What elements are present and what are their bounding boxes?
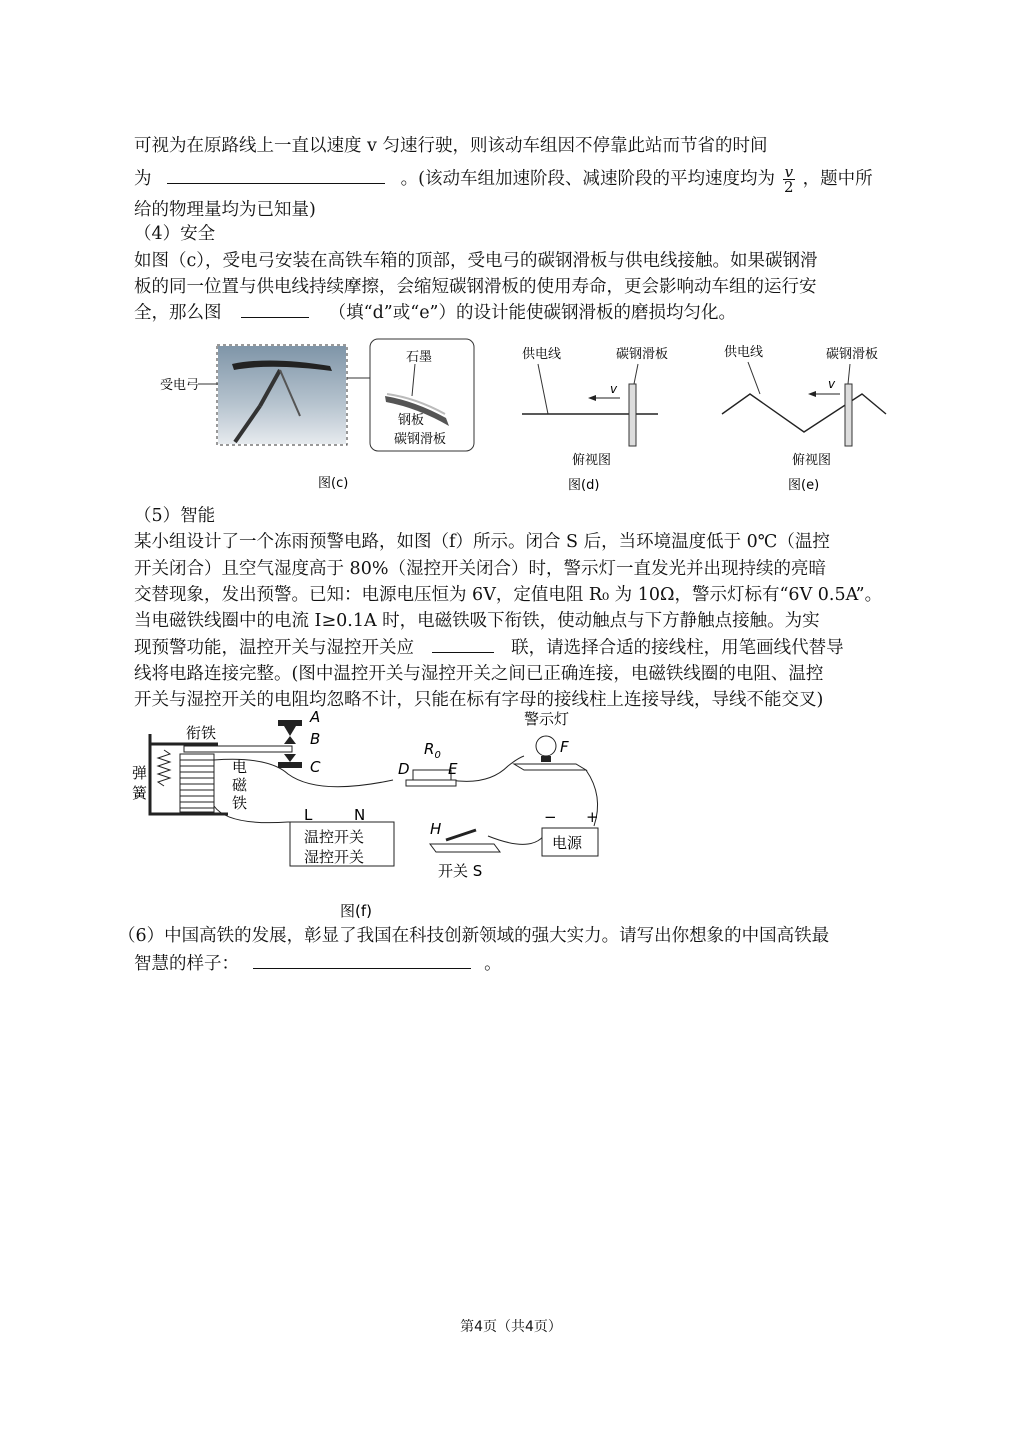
slider-leader-d: [634, 364, 638, 384]
q4-line3-post: （填“d”或“e”）的设计能使碳钢滑板的磨损均匀化。: [328, 303, 736, 323]
label-graphite: 石墨: [406, 350, 433, 365]
switch-lever[interactable]: [446, 830, 476, 840]
q5-line6: 线将电路连接完整。(图中温控开关与湿控开关之间已正确连接，电磁铁线圈的电阻、温控: [134, 664, 824, 684]
figure-d: [508, 338, 688, 498]
q4-line1: 如图（c），受电弓安装在高铁车箱的顶部，受电弓的碳钢滑板与供电线接触。如果碳钢滑: [134, 251, 818, 271]
terminal-D[interactable]: D: [398, 760, 410, 778]
q3-line3: 给的物理量均为已知量): [134, 200, 316, 220]
label-R0-main: R: [424, 740, 435, 758]
q5-line4: 当电磁铁线圈中的电流 I≥0.1A 时，电磁铁吸下衔铁，使动触点与下方静触点接触。为实: [134, 611, 820, 631]
figure-f: [128, 706, 618, 926]
label-R0: [424, 740, 441, 761]
q3-line2: [134, 163, 914, 195]
label-spring-1: 弹: [132, 764, 148, 782]
label-slider-d: 碳钢滑板: [616, 347, 669, 362]
figure-c: [150, 336, 490, 496]
resistor-base: [406, 780, 456, 786]
q5-line5-pre: 现预警功能，温控开关与湿控开关应: [134, 638, 414, 658]
terminal-minus[interactable]: −: [544, 808, 557, 826]
q3-line2-tail: ，题中所: [802, 169, 873, 189]
carbon-slider-d: [629, 384, 636, 446]
caption-f: 图(f): [340, 902, 372, 920]
label-slider-e: 碳钢滑板: [826, 347, 879, 362]
contact-A-bar: [278, 720, 302, 726]
label-power: 电源: [552, 834, 583, 852]
contact-C-bar: [278, 762, 302, 768]
armature-bar: [184, 746, 292, 752]
q6-line2-post: 。: [484, 954, 502, 974]
wire-leader-d: [538, 364, 548, 414]
terminal-C[interactable]: C: [310, 758, 321, 776]
label-switch-S: 开关 S: [438, 862, 483, 880]
wire-coil-to-L: [214, 806, 313, 823]
label-electromagnet-1: 电: [232, 758, 248, 776]
supply-wire-zigzag: [722, 394, 886, 432]
arrowhead-e: [808, 391, 816, 397]
label-electromagnet-2: 磁: [232, 776, 248, 794]
q4-heading: （4）安全: [134, 224, 216, 244]
terminal-L[interactable]: L: [304, 806, 313, 824]
wire-leader-e: [748, 362, 760, 394]
fraction-denominator: 2: [784, 178, 794, 196]
caption-d: 图(d): [568, 478, 600, 493]
terminal-A[interactable]: A: [310, 708, 321, 726]
view-label-d: 俯视图: [572, 453, 612, 468]
label-slider: 碳钢滑板: [394, 432, 447, 447]
contact-B-lower: [284, 754, 296, 762]
pantograph-photo: [218, 346, 346, 444]
q4-line3-pre: 全，那么图: [134, 303, 222, 323]
q5-line3: 交替现象，发出预警。已知：电源电压恒为 6V，定值电阻 R₀ 为 10Ω，警示灯标有“6V 0.5A”。: [134, 585, 883, 605]
q6-line1: （6）中国高铁的发展，彰显了我国在科技创新领域的强大实力。请写出你想象的中国高铁最: [118, 926, 830, 946]
fraction-numerator: v: [784, 163, 794, 181]
spring: [158, 750, 170, 786]
label-armature: 衔铁: [186, 724, 217, 742]
terminal-N[interactable]: N: [354, 806, 366, 824]
answer-blank-time[interactable]: [167, 163, 385, 184]
q5-line2: 开关闭合）且空气湿度高于 80%（湿控开关闭合）时，警示灯一直发光并出现持续的亮暗: [134, 559, 826, 579]
terminal-F[interactable]: F: [560, 738, 569, 756]
label-wire-d: 供电线: [522, 347, 562, 362]
answer-blank-imagination[interactable]: [253, 948, 471, 969]
q4-line3: [134, 297, 914, 329]
label-R0-sub: 0: [434, 750, 441, 761]
caption-e: 图(e): [788, 478, 820, 493]
q6-line2-pre: 智慧的样子：: [134, 954, 239, 974]
terminal-B[interactable]: B: [310, 730, 321, 748]
answer-blank-connection[interactable]: [432, 632, 494, 653]
q3-line2-pre: 为: [134, 169, 152, 189]
label-spring-2: 簧: [132, 784, 148, 802]
q5-line7: 开关与湿控开关的电阻均忽略不计，只能在标有字母的接线柱上连接导线，导线不能交叉): [134, 690, 824, 710]
lamp-base: [514, 764, 586, 770]
label-humidity-switch: 湿控开关: [304, 848, 365, 866]
q5-heading: （5）智能: [134, 506, 216, 526]
wire-R0-to-lamp: [450, 756, 524, 781]
fraction-v-over-2: [783, 165, 795, 194]
page-footer: 第4页（共4页）: [460, 1319, 562, 1335]
label-v-e: v: [828, 377, 836, 391]
figure-e: [712, 338, 902, 498]
q6-line2: [134, 948, 914, 980]
resistor-R0: [413, 770, 451, 780]
label-temp-switch: 温控开关: [304, 828, 365, 846]
contact-B-upper: [284, 736, 296, 744]
electromagnet-coil: [180, 754, 214, 812]
label-lamp: 警示灯: [524, 710, 570, 728]
answer-blank-design[interactable]: [241, 297, 309, 318]
label-wire-e: 供电线: [724, 345, 764, 360]
q3-line1: 可视为在原路线上一直以速度 v 匀速行驶，则该动车组因不停靠此站而节省的时间: [134, 136, 768, 156]
terminal-H[interactable]: H: [430, 820, 442, 838]
lamp-socket: [541, 756, 551, 762]
label-pantograph: 受电弓: [160, 378, 200, 393]
wire-minus-to-switch: [488, 828, 548, 844]
label-electromagnet-3: 铁: [232, 794, 248, 812]
q5-line1: 某小组设计了一个冻雨预警电路，如图（f）所示。闭合 S 后，当环境温度低于 0℃（温控: [134, 532, 830, 552]
view-label-e: 俯视图: [792, 453, 832, 468]
terminal-E[interactable]: E: [448, 760, 458, 778]
contact-A: [284, 726, 296, 736]
label-v-d: v: [610, 382, 618, 396]
slider-leader-e: [848, 364, 850, 384]
q5-line5-post: 联，请选择合适的接线柱，用笔画线代替导: [511, 638, 844, 658]
label-steel: 钢板: [398, 413, 425, 428]
arrowhead-d: [588, 395, 596, 401]
caption-c: 图(c): [318, 476, 349, 491]
switch-base: [430, 844, 500, 852]
carbon-slider-e: [845, 384, 852, 446]
q4-line2: 板的同一位置与供电线持续摩擦，会缩短碳钢滑板的使用寿命，更会影响动车组的运行安: [134, 277, 817, 297]
terminal-plus[interactable]: +: [586, 808, 599, 826]
lamp-bulb: [536, 736, 556, 756]
q3-line2-post: 。(该动车组加速阶段、减速阶段的平均速度均为: [400, 169, 775, 189]
